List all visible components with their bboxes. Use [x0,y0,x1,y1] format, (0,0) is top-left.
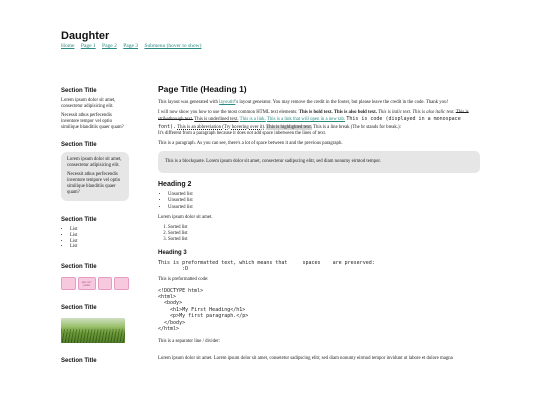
sidebar-section-text [61,87,129,131]
paragraph: This is a paragraph. As you can see, there's a lot of space between it and the previous paragraph. [158,141,343,147]
site-title: Daughter [61,30,110,42]
footer-lorem-paragraph: Lorem ipsum dolor sit amet. Lorem ipsum dolor sit amet, consetetur sadipscing elitr, sed diam nonumy eirmod tempor invidunt ut labore et dolore magna [158,355,453,361]
sidebar-section-list [61,216,129,250]
sidebar-box-text: Necessit athus perfecendis inventore tempore vel optio similique blanditiis quaer quam? [67,172,121,195]
list-item: • List [70,244,129,250]
sidebar-grey-box [61,152,129,201]
list-item: • List [70,227,129,233]
nav-submenu-link[interactable]: Submenu (hover to show) [144,43,202,49]
heading-3: Heading 3 [158,249,187,256]
paragraph: Lorem ipsum dolor sit amet. [158,214,213,220]
inline-code: This is code (displayed in a monospace font). [158,116,461,130]
strikethrough-text: This is strikethrough text. [158,110,469,123]
sidebar-photo [61,318,125,343]
preformatted-text: This is preformatted text, which means that spaces are preserved: :D [158,259,375,273]
sidebar-section-title: Section Title [61,305,97,312]
bold-text: This is bold text. [298,110,333,116]
strong-text: This is also bold text. [333,110,377,116]
new-tab-link[interactable]: This is a link that will open in a new tab. [266,117,346,123]
intro-text: 's layout generator. You may remove the credit in the footer, but please leave the credit in the code. Thank you! [235,100,449,105]
list-item: • Unsorted list [168,198,480,204]
sidebar-box-text: Lorem ipsum dolor sit amet, consectetur adipisicing elit. [67,157,122,168]
sidebar-section-title: Section Title [61,217,97,223]
blockquote: This is a blockquote. Lorem ipsum dolor sit amet, consectetur sadipscing elitr, sed diam nonumy eirmod tempor. [158,151,480,173]
button-ad[interactable] [114,277,129,290]
button-ad-row [61,277,129,290]
list-item: • List [70,233,129,239]
sidebar-section-ads [61,263,129,290]
unsorted-list [158,192,480,211]
page-title: Page Title (Heading 1) [158,84,247,94]
underlined-text: This is underlined text. [194,117,239,123]
list-item: 2. Sorted list [168,231,480,237]
list-item: • List [70,239,129,245]
preformatted-code: <!DOCTYPE html> <html> <body> <h1>My First Heading</h1> <p>My first paragraph.</p> </body> </html> [158,287,249,333]
heading-2: Heading 2 [158,181,192,189]
line-break-text: This is a line break (The br stands for break.): [313,124,401,130]
main-content [158,84,480,366]
sidebar-section-image [61,304,129,343]
list-item: 1. Sorted list [168,225,480,231]
intro-text: This layout was generated with [158,100,220,105]
example-link[interactable]: This is a link. [239,117,266,123]
top-navigation [61,43,206,50]
lead-text: I will now show you how to use the most common HTML text elements: [158,110,299,116]
nav-page-3-link[interactable]: Page 3 [123,43,139,49]
sidebar-text: Lorem ipsum dolor sit amet, consectetur adipisicing elit. [61,98,116,109]
list-item: • Unsorted list [168,205,480,211]
list-item: • Unsorted list [168,192,480,198]
sidebar-section-title: Section Title [61,264,97,271]
paragraph: This is a separator line / divider: [158,338,221,344]
sidebar-section-last [61,357,129,365]
sidebar-list [61,227,129,250]
italic-text: This is italic text. [378,110,412,116]
sidebar-section-title: Section Title [61,142,97,148]
text-elements-paragraph [158,110,480,137]
sorted-list [158,225,480,244]
nav-page-2-link[interactable]: Page 2 [102,43,117,49]
sidebar-section-title: Section Title [61,358,97,365]
emphasis-text: This is also italic text. [412,110,455,116]
sidebar-section-box [61,141,129,201]
button-ad[interactable] [98,277,113,290]
after-break-text: It's different from a paragraph because it does not add space inbetween the lines of text. [158,130,327,136]
abbreviation[interactable]: This is an abbreviation (Try hovering over it). [177,124,266,130]
list-item: 3. Sorted list [168,237,480,243]
sidebar-section-title: Section Title [61,88,97,94]
nav-page-1-link[interactable]: Page 1 [80,43,96,49]
paragraph: This is preformatted code: [158,277,209,283]
nav-home-link[interactable]: Home [61,43,75,49]
sidebar-text: Necessit athus perfecendis inventore tempor vel optio similique blanditiis quaer quam? [61,113,124,130]
layoutit-link[interactable]: layoutit! [219,100,236,105]
button-ad[interactable]: pure css+ pulled [78,277,96,290]
button-ad[interactable] [61,277,76,290]
sidebar [61,87,129,368]
intro-paragraph [158,100,480,106]
highlighted-text: This is highlighted text. [266,124,312,130]
